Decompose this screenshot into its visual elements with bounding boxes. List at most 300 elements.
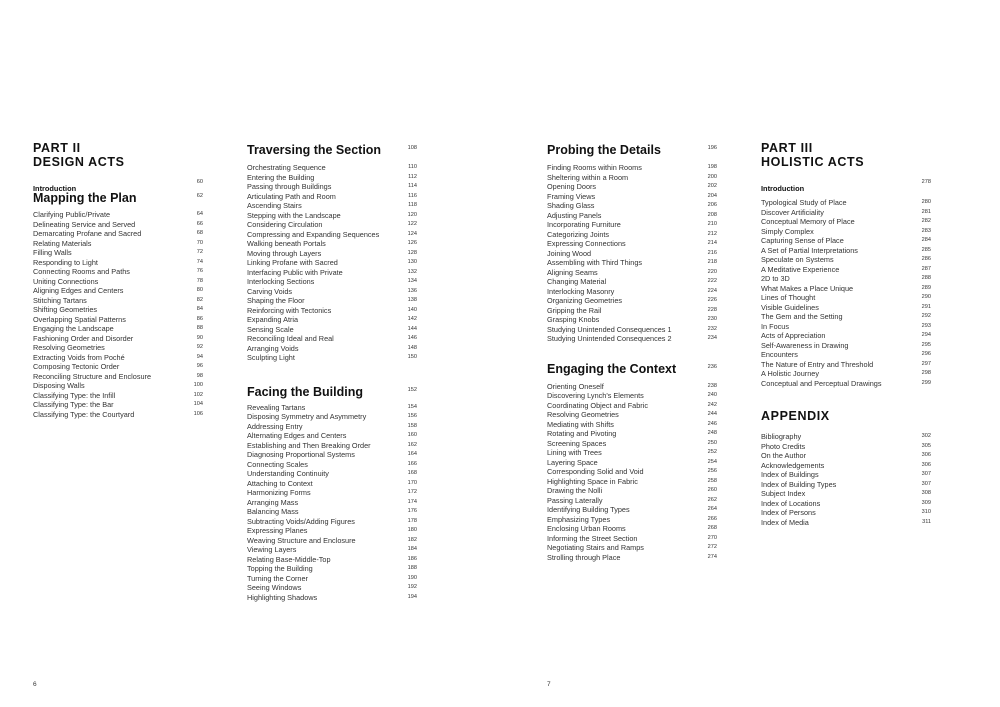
toc-entry[interactable] — [547, 201, 717, 211]
toc-entry[interactable] — [547, 553, 717, 563]
toc-entry-title: Sensing Scale — [247, 324, 294, 334]
toc-entry-title: Changing Material — [547, 277, 607, 286]
toc-entry-page: 86 — [196, 315, 203, 322]
toc-entry-page: 64 — [196, 211, 203, 217]
toc-entry[interactable] — [547, 325, 717, 335]
toc-entry-page: 100 — [193, 382, 203, 388]
toc-entry-page: 272 — [707, 544, 717, 550]
toc-entry[interactable] — [761, 508, 931, 518]
toc-entry[interactable] — [761, 369, 931, 379]
toc-entry-page: 260 — [707, 487, 717, 493]
traversing-entries — [247, 163, 417, 363]
toc-entry[interactable] — [547, 496, 717, 506]
toc-entry[interactable] — [247, 564, 417, 574]
toc-entry[interactable] — [33, 258, 203, 268]
toc-entry-page: 254 — [707, 458, 717, 465]
section-heading-engaging-the-context[interactable] — [547, 360, 717, 380]
toc-entry[interactable] — [247, 211, 417, 221]
toc-entry[interactable] — [761, 284, 931, 294]
toc-entry-title: Enclosing Urban Rooms — [547, 524, 626, 533]
toc-entry-page: 244 — [707, 411, 717, 417]
toc-entry[interactable] — [247, 507, 417, 517]
toc-entry[interactable] — [247, 450, 417, 460]
toc-entry-page: 172 — [407, 489, 417, 495]
toc-entry[interactable] — [761, 217, 931, 227]
toc-entry[interactable] — [247, 287, 417, 297]
toc-entry[interactable] — [247, 163, 417, 173]
appendix-entries — [761, 432, 931, 527]
toc-entry-title: Acts of Appreciation — [761, 331, 826, 340]
toc-entry[interactable] — [247, 315, 417, 325]
toc-entry-title: What Makes a Place Unique — [761, 283, 854, 293]
toc-entry-page: 158 — [407, 422, 417, 429]
toc-entry-page: 76 — [196, 268, 203, 274]
toc-entry[interactable] — [33, 343, 203, 353]
toc-entry[interactable] — [33, 296, 203, 306]
section-title: Probing the Details — [547, 143, 661, 157]
toc-entry[interactable] — [247, 460, 417, 470]
toc-entry[interactable] — [761, 255, 931, 265]
toc-entry-page: 66 — [196, 220, 203, 227]
toc-entry-page: 68 — [196, 230, 203, 236]
toc-entry[interactable] — [761, 198, 931, 208]
toc-entry-title: Lining with Trees — [547, 448, 602, 457]
toc-entry[interactable] — [247, 593, 417, 603]
toc-entry-title: Shifting Geometries — [33, 305, 98, 314]
toc-entry-title: Reconciling Structure and Enclosure — [33, 371, 152, 381]
toc-entry-title: Weaving Structure and Enclosure — [247, 535, 356, 545]
toc-entry-title: The Gem and the Setting — [761, 312, 843, 321]
toc-entry-title: Highlighting Shadows — [247, 592, 318, 602]
toc-entry-page: 110 — [408, 164, 417, 170]
toc-entry[interactable] — [547, 448, 717, 458]
toc-entry-title: Assembling with Third Things — [547, 258, 643, 267]
toc-entry[interactable] — [247, 498, 417, 508]
introduction-label: Introduction — [33, 184, 77, 193]
toc-entry-title: Connecting Rooms and Paths — [33, 267, 130, 276]
toc-entry[interactable] — [547, 315, 717, 325]
toc-entry[interactable] — [547, 429, 717, 439]
toc-entry[interactable] — [247, 353, 417, 363]
toc-entry[interactable] — [547, 182, 717, 192]
toc-entry[interactable] — [761, 461, 931, 471]
toc-entry-page: 282 — [921, 218, 931, 224]
toc-entry-title: Responding to Light — [33, 257, 98, 267]
toc-entry-title: Orienting Oneself — [547, 381, 604, 391]
toc-entry-title: Composing Tectonic Order — [33, 362, 120, 371]
toc-entry[interactable] — [761, 499, 931, 509]
toc-entry-title: Organizing Geometries — [547, 296, 623, 305]
toc-entry-title: Acknowledgements — [761, 460, 825, 470]
toc-entry[interactable] — [547, 486, 717, 496]
toc-entry[interactable] — [761, 432, 931, 442]
section-title: Facing the Building — [247, 384, 363, 399]
toc-entry[interactable] — [761, 451, 931, 461]
toc-entry-page: 284 — [921, 237, 931, 243]
toc-entry-page: 214 — [707, 240, 717, 246]
toc-entry[interactable] — [33, 391, 203, 401]
toc-entry[interactable] — [547, 173, 717, 183]
section-title: Traversing the Section — [247, 143, 382, 157]
toc-entry-page: 182 — [407, 536, 417, 543]
toc-entry[interactable] — [761, 480, 931, 490]
toc-entry-title: Articulating Path and Room — [247, 191, 336, 201]
toc-entry-title: Carving Voids — [247, 286, 293, 296]
toc-entry[interactable] — [247, 469, 417, 479]
toc-entry[interactable] — [247, 220, 417, 230]
toc-entry[interactable] — [761, 312, 931, 322]
toc-entry-title: Rotating and Pivoting — [547, 429, 617, 438]
toc-entry-title: Self-Awareness in Drawing — [761, 340, 849, 350]
toc-entry[interactable] — [247, 526, 417, 536]
toc-entry[interactable] — [33, 315, 203, 325]
toc-entry-page: 150 — [407, 354, 417, 360]
toc-entry[interactable] — [761, 208, 931, 218]
toc-entry[interactable] — [247, 249, 417, 259]
toc-entry[interactable] — [33, 362, 203, 372]
toc-entry-title: Index of Media — [761, 517, 809, 527]
toc-column-part-ii — [33, 141, 203, 419]
toc-entry-title: Index of Locations — [761, 498, 821, 508]
page-number-left: 6 — [33, 681, 37, 688]
toc-entry-page: 70 — [196, 239, 203, 246]
toc-entry-page: 308 — [921, 490, 931, 496]
toc-entry-page: 234 — [707, 335, 717, 341]
toc-entry[interactable] — [547, 458, 717, 468]
toc-entry-page: 226 — [707, 297, 717, 303]
section-page: 62 — [196, 193, 203, 199]
toc-entry-page: 116 — [408, 192, 417, 199]
toc-entry[interactable] — [247, 555, 417, 565]
toc-entry[interactable] — [547, 239, 717, 249]
toc-entry[interactable] — [247, 230, 417, 240]
toc-entry[interactable] — [33, 229, 203, 239]
toc-entry-page: 252 — [707, 449, 717, 455]
toc-entry[interactable] — [547, 524, 717, 534]
toc-entry[interactable] — [33, 381, 203, 391]
toc-entry[interactable] — [247, 412, 417, 422]
toc-entry-title: Disposing Symmetry and Asymmetry — [247, 412, 367, 421]
toc-entry[interactable] — [247, 574, 417, 584]
toc-entry[interactable] — [33, 277, 203, 287]
introduction-page: 278 — [921, 179, 931, 185]
toc-entry-title: Highlighting Space in Fabric — [547, 476, 638, 486]
section-page: 196 — [707, 145, 717, 151]
toc-entry-page: 238 — [707, 382, 717, 389]
toc-entry-title: Revealing Tartans — [247, 402, 306, 412]
toc-entry-title: Expanding Atria — [247, 315, 299, 324]
toc-entry[interactable] — [761, 331, 931, 341]
toc-entry[interactable] — [247, 306, 417, 316]
mapping-entries — [33, 210, 203, 419]
toc-entry[interactable] — [761, 360, 931, 370]
toc-entry[interactable] — [33, 410, 203, 420]
toc-entry[interactable] — [547, 467, 717, 477]
toc-entry[interactable] — [33, 239, 203, 249]
toc-entry-page: 224 — [707, 287, 717, 294]
toc-entry-title: Reconciling Ideal and Real — [247, 334, 334, 343]
toc-entry-title: Balancing Mass — [247, 507, 299, 516]
toc-entry-page: 306 — [921, 461, 931, 468]
toc-entry-page: 118 — [408, 202, 417, 208]
toc-entry[interactable] — [761, 236, 931, 246]
toc-entry[interactable] — [761, 227, 931, 237]
toc-entry-introduction[interactable] — [33, 178, 203, 193]
toc-entry[interactable] — [33, 267, 203, 277]
toc-entry[interactable] — [547, 296, 717, 306]
toc-entry[interactable] — [247, 182, 417, 192]
toc-entry-page: 92 — [196, 344, 203, 350]
toc-entry-title: Lines of Thought — [761, 293, 816, 302]
toc-entry-title: Diagnosing Proportional Systems — [247, 450, 355, 459]
toc-entry-title: A Meditative Experience — [761, 264, 840, 274]
section-heading-traversing-the-section[interactable] — [247, 141, 417, 161]
toc-entry-title: A Holistic Journey — [761, 369, 819, 378]
toc-entry-page: 262 — [707, 496, 717, 503]
toc-entry[interactable] — [761, 274, 931, 284]
toc-entry[interactable] — [33, 372, 203, 382]
toc-entry[interactable] — [547, 287, 717, 297]
toc-entry-title: Photo Credits — [761, 441, 806, 451]
toc-entry-title: Disposing Walls — [33, 381, 85, 390]
toc-entry[interactable] — [33, 334, 203, 344]
toc-column-part-iii — [761, 141, 931, 527]
toc-entry-title: Index of Persons — [761, 508, 816, 517]
toc-entry-title: Turning the Corner — [247, 573, 308, 583]
toc-entry-title: Shaping the Floor — [247, 296, 305, 305]
toc-entry[interactable] — [247, 325, 417, 335]
toc-entry-title: Seeing Windows — [247, 583, 302, 592]
toc-entry-title: Topping the Building — [247, 564, 313, 573]
toc-entry-page: 210 — [707, 221, 717, 227]
toc-entry[interactable] — [761, 322, 931, 332]
toc-entry[interactable] — [547, 382, 717, 392]
toc-entry[interactable] — [761, 442, 931, 452]
toc-entry[interactable] — [547, 230, 717, 240]
toc-entry[interactable] — [247, 479, 417, 489]
toc-entry-title: Mediating with Shifts — [547, 419, 614, 429]
toc-entry-page: 283 — [921, 227, 931, 234]
toc-entry-title: Bibliography — [761, 432, 802, 441]
toc-entry[interactable] — [547, 211, 717, 221]
toc-entry[interactable] — [761, 341, 931, 351]
toc-entry-title: In Focus — [761, 321, 789, 331]
toc-entry[interactable] — [547, 534, 717, 544]
toc-entry[interactable] — [547, 220, 717, 230]
toc-entry[interactable] — [547, 505, 717, 515]
toc-entry[interactable] — [247, 488, 417, 498]
toc-entry-page: 104 — [193, 401, 203, 407]
toc-entry[interactable] — [547, 410, 717, 420]
toc-entry[interactable] — [247, 268, 417, 278]
toc-entry-title: Index of Buildings — [761, 470, 819, 479]
toc-entry[interactable] — [547, 258, 717, 268]
toc-entry-page: 250 — [707, 439, 717, 446]
toc-entry-title: Orchestrating Sequence — [247, 163, 326, 172]
toc-entry[interactable] — [247, 239, 417, 249]
toc-entry-page: 122 — [407, 221, 417, 227]
toc-entry-title: Shading Glass — [547, 201, 595, 210]
toc-entry-page: 194 — [407, 593, 417, 600]
toc-entry[interactable] — [247, 258, 417, 268]
part-iii-title: HOLISTIC ACTS — [761, 155, 865, 169]
toc-entry-page: 88 — [196, 325, 203, 331]
toc-entry-page: 220 — [707, 268, 717, 275]
toc-entry-page: 96 — [196, 363, 203, 369]
toc-entry-title: Speculate on Systems — [761, 255, 834, 264]
toc-entry-title: Interfacing Public with Private — [247, 267, 343, 277]
toc-entry-page: 216 — [707, 249, 717, 256]
toc-entry-title: Stitching Tartans — [33, 295, 87, 305]
toc-entry[interactable] — [761, 303, 931, 313]
toc-column-2 — [247, 141, 417, 602]
toc-entry-page: 307 — [921, 471, 931, 477]
toc-entry-title: Expressing Connections — [547, 239, 626, 248]
toc-entry-title: Coordinating Object and Fabric — [547, 400, 648, 410]
toc-entry[interactable] — [247, 517, 417, 527]
toc-entry[interactable] — [547, 515, 717, 525]
toc-entry[interactable] — [247, 545, 417, 555]
toc-entry[interactable] — [547, 249, 717, 259]
toc-entry[interactable] — [547, 268, 717, 278]
toc-entry-title: Establishing and Then Breaking Order — [247, 440, 371, 450]
toc-entry[interactable] — [547, 334, 717, 344]
toc-entry-title: Relating Base-Middle-Top — [247, 554, 331, 564]
toc-entry-title: Encounters — [761, 350, 798, 359]
toc-entry-title: Alternating Edges and Centers — [247, 431, 347, 440]
toc-entry-page: 294 — [921, 332, 931, 338]
toc-entry[interactable] — [547, 477, 717, 487]
toc-entry[interactable] — [547, 306, 717, 316]
toc-entry[interactable] — [761, 518, 931, 528]
toc-entry-page: 162 — [407, 441, 417, 448]
toc-entry-page: 246 — [707, 420, 717, 427]
toc-entry[interactable] — [761, 350, 931, 360]
toc-entry-title: Classifying Type: the Infill — [33, 390, 116, 400]
toc-entry[interactable] — [247, 431, 417, 441]
toc-entry-page: 268 — [707, 525, 717, 531]
toc-entry-page: 288 — [921, 275, 931, 281]
toc-entry-page: 128 — [407, 249, 417, 256]
toc-entry-title: Strolling through Place — [547, 552, 621, 562]
toc-entry[interactable] — [547, 163, 717, 173]
toc-entry-page: 256 — [707, 468, 717, 474]
toc-entry[interactable] — [247, 173, 417, 183]
toc-entry-title: Interlocking Masonry — [547, 286, 615, 296]
facing-entries — [247, 403, 417, 603]
toc-entry-title: The Nature of Entry and Threshold — [761, 359, 874, 369]
toc-entry[interactable] — [247, 403, 417, 413]
part-iii-label: PART III — [761, 141, 813, 155]
toc-entry-title: Understanding Continuity — [247, 469, 329, 478]
toc-entry[interactable] — [247, 536, 417, 546]
toc-entry-page: 222 — [707, 278, 717, 284]
toc-entry[interactable] — [547, 401, 717, 411]
toc-entry-page: 72 — [196, 249, 203, 255]
toc-entry[interactable] — [761, 293, 931, 303]
toc-entry-introduction[interactable] — [761, 178, 931, 197]
toc-entry-page: 287 — [921, 265, 931, 272]
toc-entry[interactable] — [761, 246, 931, 256]
toc-entry-page: 80 — [196, 287, 203, 293]
toc-entry-title: Incorporating Furniture — [547, 220, 621, 229]
toc-entry-page: 297 — [921, 360, 931, 367]
toc-entry[interactable] — [547, 391, 717, 401]
toc-entry[interactable] — [33, 248, 203, 258]
toc-entry[interactable] — [247, 277, 417, 287]
toc-entry[interactable] — [247, 441, 417, 451]
toc-entry-page: 295 — [921, 341, 931, 348]
toc-entry-page: 248 — [707, 430, 717, 436]
introduction-label: Introduction — [761, 184, 805, 193]
toc-entry-page: 74 — [196, 258, 203, 265]
toc-entry-title: Classifying Type: the Bar — [33, 400, 114, 409]
toc-entry[interactable] — [761, 489, 931, 499]
toc-entry-title: Negotiating Stairs and Ramps — [547, 543, 644, 552]
toc-entry[interactable] — [33, 400, 203, 410]
toc-entry[interactable] — [33, 305, 203, 315]
toc-entry-page: 84 — [196, 306, 203, 312]
toc-entry[interactable] — [547, 420, 717, 430]
toc-entry[interactable] — [247, 334, 417, 344]
toc-entry-page: 240 — [707, 392, 717, 398]
toc-entry[interactable] — [247, 344, 417, 354]
toc-entry-title: Stepping with the Landscape — [247, 210, 341, 220]
toc-entry-title: Gripping the Rail — [547, 305, 602, 315]
toc-entry-page: 124 — [407, 230, 417, 237]
toc-entry-page: 190 — [407, 574, 417, 581]
section-page: 236 — [707, 363, 717, 370]
toc-entry[interactable] — [547, 543, 717, 553]
toc-entry[interactable] — [547, 439, 717, 449]
section-heading-mapping-the-plan[interactable] — [33, 189, 203, 206]
toc-entry[interactable] — [247, 422, 417, 432]
toc-entry-page: 142 — [407, 316, 417, 322]
toc-entry[interactable] — [247, 296, 417, 306]
toc-entry-page: 218 — [707, 259, 717, 265]
toc-entry[interactable] — [33, 210, 203, 220]
toc-entry-page: 170 — [407, 479, 417, 486]
probing-entries — [547, 163, 717, 344]
toc-entry-title: Categorizing Joints — [547, 229, 610, 239]
toc-entry-title: Visible Guidelines — [761, 302, 819, 312]
toc-entry[interactable] — [547, 192, 717, 202]
toc-entry[interactable] — [247, 583, 417, 593]
toc-entry[interactable] — [33, 324, 203, 334]
toc-entry-title: Passing through Buildings — [247, 182, 332, 191]
toc-entry-page: 270 — [707, 534, 717, 541]
toc-entry[interactable] — [761, 470, 931, 480]
toc-entry-page: 164 — [407, 451, 417, 457]
toc-entry[interactable] — [33, 286, 203, 296]
toc-entry[interactable] — [247, 192, 417, 202]
toc-entry-title: Typological Study of Place — [761, 198, 847, 207]
toc-entry-title: Fashioning Order and Disorder — [33, 333, 134, 343]
toc-entry[interactable] — [247, 201, 417, 211]
introduction-page: 60 — [196, 179, 203, 185]
toc-entry[interactable] — [33, 220, 203, 230]
toc-entry-title: Resolving Geometries — [33, 343, 105, 352]
toc-entry-page: 98 — [196, 372, 203, 379]
toc-entry-page: 232 — [707, 325, 717, 332]
section-heading-facing-the-building[interactable] — [247, 383, 417, 403]
section-page: 108 — [407, 145, 417, 151]
section-heading-probing-the-details[interactable] — [547, 141, 717, 161]
toc-entry[interactable] — [761, 379, 931, 389]
toc-entry[interactable] — [547, 277, 717, 287]
toc-entry[interactable] — [33, 353, 203, 363]
toc-entry[interactable] — [761, 265, 931, 275]
